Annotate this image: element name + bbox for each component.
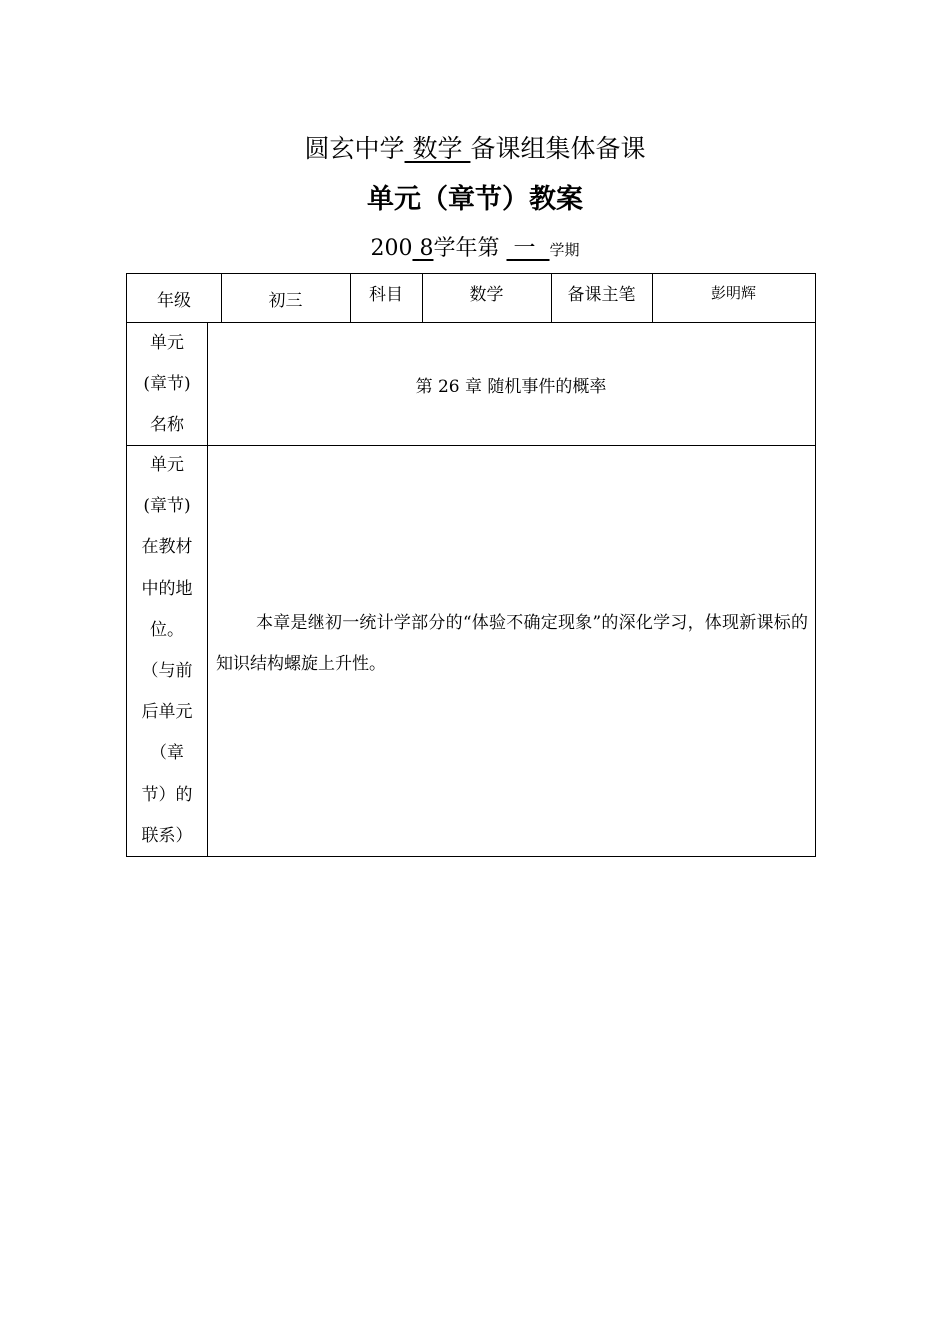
- label-line: 在教材: [141, 537, 193, 558]
- document-title: 单元（章节）教案: [367, 184, 583, 215]
- subject-label: 科目: [369, 285, 403, 305]
- label-line: 名称: [150, 415, 184, 435]
- header-line: [0, 131, 950, 167]
- unit-position-value: 本章是继初一统计学部分的“体验不确定现象”的深化学习，体现新课标的知识结构螺旋上升性。: [216, 613, 808, 674]
- label-line: 位。: [150, 619, 184, 640]
- subject-value: 数学: [469, 285, 504, 305]
- header-suffix: 备课组集体备课: [470, 134, 646, 163]
- label-line: (章节): [143, 374, 191, 394]
- unit-name-label: [127, 323, 207, 445]
- unit-position-label: [127, 445, 207, 856]
- school-name: 圆玄中学: [304, 134, 405, 163]
- label-line: 后单元: [141, 702, 193, 723]
- lesson-plan-table: [126, 273, 816, 857]
- unit-name-value: 第 26 章 随机事件的概率: [415, 376, 607, 397]
- year-digit: 8: [419, 236, 434, 261]
- label-line: (章节): [143, 496, 191, 517]
- lead-author-value: 彭明辉: [710, 284, 756, 302]
- label-line: （章: [150, 743, 184, 764]
- term-number: 一: [513, 236, 536, 261]
- label-line: 节）的: [141, 784, 193, 805]
- label-line: （与前: [141, 661, 193, 682]
- grade-label: 年级: [157, 291, 191, 311]
- year-prefix: 200: [370, 236, 413, 261]
- grid-line: [127, 445, 815, 446]
- subject-underlined: 数学: [412, 134, 463, 163]
- label-line: 单元: [150, 333, 184, 353]
- label-line: 联系）: [141, 825, 193, 846]
- term-suffix: 学期: [549, 241, 580, 259]
- label-line: 中的地: [141, 578, 193, 599]
- grade-value: 初三: [268, 291, 303, 311]
- label-line: 单元: [150, 455, 184, 475]
- term-line: [0, 232, 950, 267]
- year-mid: 学年第: [433, 236, 500, 261]
- lead-author-label: 备课主笔: [567, 285, 636, 305]
